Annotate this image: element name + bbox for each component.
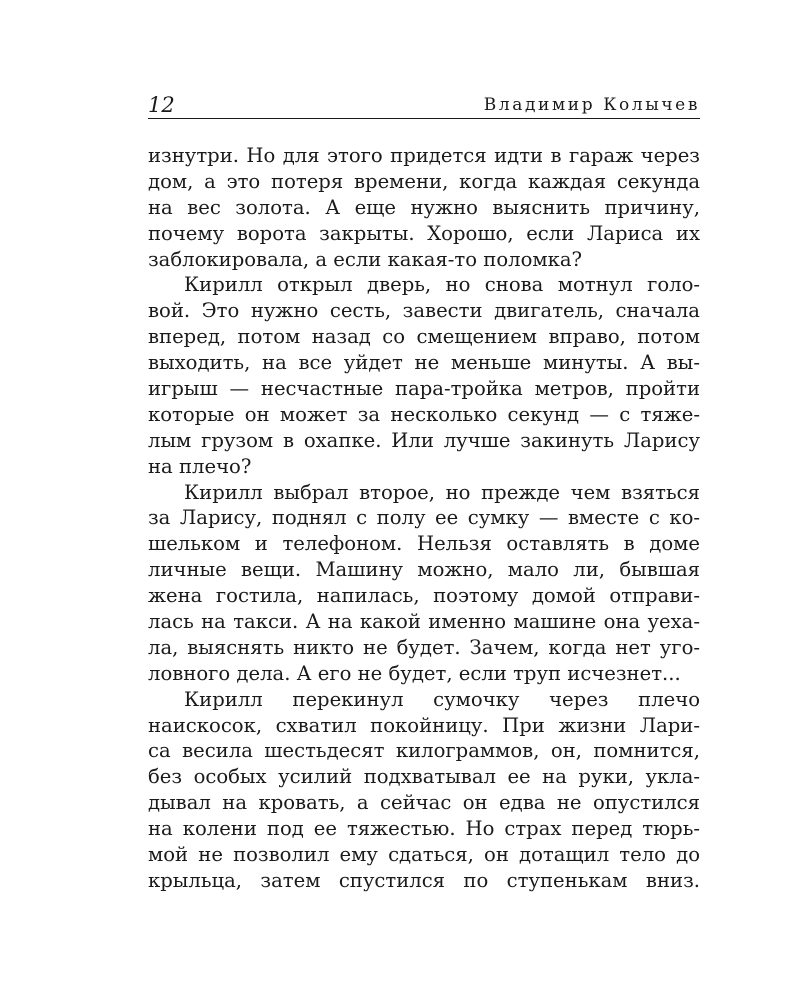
running-header xyxy=(148,92,700,119)
text-line: наискосок, схватил покойницу. При жизни Лари- xyxy=(148,713,700,737)
text-line: ловного дела. А его не будет, если труп исчезнет... xyxy=(148,661,681,685)
text-line: без особых усилий подхватывал ее на руки, укла- xyxy=(148,765,700,789)
paragraph-1 xyxy=(148,143,700,272)
text-line: игрыш — несчастные пара-тройка метров, пройти xyxy=(148,377,700,401)
text-line: за Ларису, поднял с полу ее сумку — вместе с ко- xyxy=(148,506,700,530)
book-page xyxy=(148,92,700,894)
paragraph-2 xyxy=(148,272,700,479)
text-line: заблокировала, а если какая-то поломка? xyxy=(148,247,583,271)
text-line: вой. Это нужно сесть, завести двигатель, сначала xyxy=(148,299,700,323)
text-line: лась на такси. А на какой именно машине она уеха- xyxy=(148,610,700,634)
page-number: 12 xyxy=(148,93,175,117)
text-line: выходить, на все уйдет не меньше минуты. А вы- xyxy=(148,351,700,375)
text-line: лым грузом в охапке. Или лучше закинуть Ларису xyxy=(148,428,700,452)
author-name: Владимир Колычев xyxy=(483,95,700,115)
text-line: личные вещи. Машину можно, мало ли, бывшая xyxy=(148,558,700,582)
text-line: ла, выяснять никто не будет. Зачем, когда нет уго- xyxy=(148,635,700,659)
text-line: на колени под ее тяжестью. Но страх перед тюрь- xyxy=(148,817,700,841)
paragraph-4 xyxy=(148,687,700,894)
paragraph-3 xyxy=(148,480,700,687)
text-line: вперед, потом назад со смещением вправо, потом xyxy=(148,325,700,349)
text-line: изнутри. Но для этого придется идти в гараж через xyxy=(148,144,700,167)
text-line: жена гостила, напилась, поэтому домой отправи- xyxy=(148,584,700,608)
text-line: мой не позволил ему сдаться, он дотащил тело до xyxy=(148,843,700,867)
text-line: почему ворота закрыты. Хорошо, если Лариса их xyxy=(148,221,700,245)
text-line: шельком и телефоном. Нельзя оставлять в доме xyxy=(148,532,700,556)
text-line: на вес золота. А еще нужно выяснить причину, xyxy=(148,195,700,219)
text-line: Кирилл открыл дверь, но снова мотнул голо- xyxy=(184,273,700,297)
text-line: дывал на кровать, а сейчас он едва не опустился xyxy=(148,791,700,815)
text-line: Кирилл выбрал второе, но прежде чем взяться xyxy=(184,480,700,504)
text-line: крыльца, затем спустился по ступенькам вниз. xyxy=(148,868,700,892)
text-line: на плечо? xyxy=(148,454,252,478)
text-line: дом, а это потеря времени, когда каждая секунда xyxy=(148,169,700,193)
text-line: которые он может за несколько секунд — с тяже- xyxy=(148,402,700,426)
body-text xyxy=(148,143,700,894)
text-line: Кирилл перекинул сумочку через плечо xyxy=(184,687,700,711)
text-line: са весила шестьдесят килограммов, он, помнится, xyxy=(148,739,700,763)
